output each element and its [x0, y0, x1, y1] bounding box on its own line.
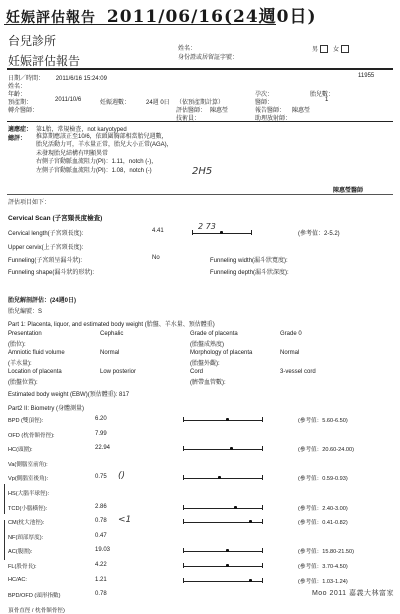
- funneling-width-label: Funneling width(漏斗狀寬度):: [210, 258, 288, 264]
- range-marker: [226, 564, 229, 567]
- funneling-depth-label: Funneling depth(漏斗狀深度):: [210, 270, 289, 276]
- impression-lines: [36, 133, 173, 175]
- indication-label: 適應症：: [8, 127, 33, 133]
- impression-line: 未發現胎兒結構有明顯異常: [36, 150, 109, 157]
- date-label: 日期／時間：: [8, 76, 45, 82]
- cord-label: Cord: [190, 369, 204, 375]
- range-marker: [220, 231, 223, 234]
- cervical-length-value: 4.41: [152, 228, 164, 234]
- biometry-label: HS(大腦半球徑):: [8, 491, 50, 497]
- morph-value: Normal: [280, 350, 300, 356]
- range-tick: [262, 446, 263, 451]
- assist-label: 助理放射師：: [255, 116, 292, 122]
- cord-sub: (臍帶血管數):: [190, 380, 226, 386]
- biometry-hand-mark: (): [118, 471, 126, 482]
- funneling-label: Funneling(子宮頸呈漏斗狀):: [8, 258, 83, 264]
- fetal-items-label: 評估項目如下：: [8, 200, 51, 206]
- biometry-value: 2.86: [95, 503, 107, 510]
- presentation-sub: (胎位):: [8, 342, 26, 348]
- loc-label: Location of placenta: [8, 369, 62, 375]
- range-marker: [234, 506, 237, 509]
- funneling-shape-label: Funneling shape(漏斗狀的形狀):: [8, 270, 95, 276]
- biometry-label: OFD (枕骨額骨徑):: [8, 432, 55, 439]
- biometry-value: 6.20: [95, 416, 107, 422]
- range-tick: [183, 417, 184, 422]
- morph-sub: (胎盤外觀):: [190, 361, 220, 367]
- fetus-number: 胎兒編號：S: [8, 309, 43, 315]
- biometry-reference: (參考值：20.60-24.00): [298, 447, 354, 454]
- biometry-value: 0.47: [95, 532, 107, 539]
- evaluator-label: 評估醫師：: [176, 108, 207, 114]
- fetus-count-label: 胎兒數：: [310, 92, 335, 98]
- afv-sub: (羊水量):: [8, 361, 32, 367]
- name-label: 姓名：: [178, 46, 197, 52]
- range-track: [183, 551, 263, 552]
- info-divider: [7, 121, 393, 122]
- name2-label: 姓名：: [8, 84, 27, 90]
- ga-label: 妊娠週數：: [100, 100, 131, 106]
- funneling-value: No: [152, 255, 160, 261]
- lmp-label: 預產期：: [8, 100, 33, 106]
- presentation-label: Presentation: [8, 331, 42, 337]
- biometry-label: BPD (雙頂徑):: [8, 418, 44, 424]
- indication-text: 第1胎，常規檢查，not karyotyped: [36, 127, 127, 133]
- gender-group: [312, 44, 349, 53]
- biometry-label: Va(側腦室前角):: [8, 461, 48, 468]
- biometry-reference: (參考值：0.41-0.82): [298, 520, 348, 527]
- report-physician-value: 陳惠瑩: [292, 108, 311, 114]
- evaluator-value: 陳惠瑩: [210, 108, 229, 114]
- biometry-value: 19.03: [95, 547, 111, 554]
- biometry-label: NF(頸部厚度):: [8, 534, 44, 541]
- biometry-label: HC(頭圍):: [8, 447, 33, 454]
- banner-title: 妊娠評估報告: [6, 10, 96, 26]
- female-checkbox[interactable]: [341, 45, 349, 53]
- range-tick: [262, 548, 263, 553]
- loc-value: Low posterior: [100, 369, 137, 375]
- biometry-value: 4.22: [95, 562, 107, 568]
- biometry-value: 0.75: [95, 474, 107, 481]
- grade-value: Grade 0: [280, 331, 302, 337]
- range-tick: [183, 519, 184, 524]
- header-rule: [7, 68, 393, 70]
- biometry-reference: (參考值：5.60-6.50): [298, 418, 348, 424]
- biometry-label: HC/AC:: [8, 576, 27, 583]
- physician-signature: 陳惠瑩醫師: [333, 188, 364, 194]
- range-tick: [183, 578, 184, 583]
- impression-line: 胎兒活動力可，羊水量正常，胎兒大小正常(AGA)，: [36, 142, 173, 149]
- watermark: Moo 2011 嘉義大林富家: [311, 590, 394, 597]
- grade-label: Grade of placenta: [190, 331, 238, 337]
- biometry-label: AC(腹圍):: [8, 549, 33, 556]
- biometry-value: 22.94: [95, 445, 111, 452]
- clinic-name: 台兒診所: [8, 34, 57, 48]
- upper-cervix-label: Upper cervix(上子宮頸長度):: [8, 245, 84, 251]
- biometry-value: 1.21: [95, 576, 107, 583]
- range-tick: [183, 505, 184, 510]
- cervical-hand-mark: 2 73: [198, 222, 216, 231]
- biometry-value: 0.78: [95, 591, 107, 598]
- biometry-label: BPD/OFD (頭形指數): [8, 593, 61, 600]
- referral-label: 轉介醫師：: [8, 108, 39, 114]
- range-track: [183, 478, 263, 479]
- range-tick: [251, 230, 252, 235]
- banner-week: (24週0日): [223, 7, 317, 27]
- banner-date: 2011/06/16: [106, 7, 224, 27]
- biometry-label: Vp(側腦室後角):: [8, 476, 49, 483]
- cervical-title: Cervical Scan (子宮頸長度檢查): [8, 215, 103, 222]
- anatomy-title: 胎兒解剖評估：(24週0日): [8, 298, 77, 304]
- range-tick: [262, 519, 263, 524]
- age-label: 年齡：: [8, 92, 27, 98]
- presentation-value: Cephalic: [100, 331, 124, 337]
- cord-value: 3-vessel cord: [280, 369, 316, 375]
- biometry-label: FL(股骨長):: [8, 564, 37, 570]
- biometry-reference: (參考值：3.70-4.50): [298, 564, 348, 570]
- efw-label: Estimated body weight (EBW)(預估體重): 817: [8, 392, 130, 398]
- record-number: 11955: [358, 73, 375, 79]
- morph-label: Morphology of placenta: [190, 350, 253, 356]
- range-marker: [230, 447, 233, 450]
- biometry-label: 頂骨直徑 / 枕骨額骨徑): [8, 607, 65, 614]
- cervical-length-ref: (參考值：2-5.2): [298, 231, 340, 237]
- part2-title: Part2 II: Biometry (身體測量): [8, 406, 85, 412]
- range-track: [183, 449, 263, 450]
- gravida-label: 孕次：: [255, 92, 274, 98]
- biometry-hand-mark: <1: [118, 515, 132, 526]
- range-track: [183, 420, 263, 421]
- report-physician-label: 報告醫師：: [255, 108, 286, 114]
- range-tick: [262, 417, 263, 422]
- section-divider: [7, 194, 393, 195]
- range-tick: [262, 563, 263, 568]
- biometry-value: 7.99: [95, 430, 107, 437]
- range-track: [183, 566, 263, 567]
- ga-method: （依預產期計算）: [176, 100, 225, 106]
- range-tick: [183, 475, 184, 480]
- id-label: 身份證或居留証字號：: [178, 55, 239, 61]
- biometry-reference: (參考值：1.03-1.24): [298, 578, 348, 585]
- impression-line: 左側子宮動脈血流阻力(PI)：1.08，notch (-): [36, 167, 152, 174]
- ga-value: 24週 0日: [146, 100, 170, 106]
- range-tick: [183, 548, 184, 553]
- lmp-value: 2011/10/6: [55, 97, 82, 103]
- impression-line: 推算期應該正至10/6，依頭圍胸部相當胎兒週數，: [36, 134, 168, 140]
- range-marker: [249, 520, 252, 523]
- cervical-length-label: Cervical length(子宮頸長度):: [8, 231, 84, 237]
- biometry-label: TCD(小腦橫徑):: [8, 505, 48, 512]
- physician-label: 醫師：: [255, 100, 274, 106]
- afv-label: Amniotic fluid volume: [8, 350, 65, 356]
- biometry-label: CM(枕大池徑):: [8, 520, 45, 527]
- grade-sub: (胎盤成熟度): [190, 342, 224, 348]
- tech-label: 技術員：: [176, 116, 201, 122]
- range-tick: [183, 563, 184, 568]
- range-tick: [183, 446, 184, 451]
- range-track: [183, 508, 263, 509]
- biometry-reference: (參考值：2.40-3.00): [298, 505, 348, 512]
- banner-underline: [4, 24, 276, 25]
- range-tick: [262, 505, 263, 510]
- part1-title: Part 1: Placenta, liquor, and estimated body weight (胎盤、羊水量、預估體重): [8, 322, 215, 328]
- handwritten-note: 2H5: [192, 166, 213, 177]
- range-tick: [262, 475, 263, 480]
- fetus-count-value: 1: [325, 97, 329, 103]
- loc-sub: (胎盤位置):: [8, 380, 38, 386]
- female-label: 女: [333, 47, 340, 53]
- report-title: 妊娠評估報告: [8, 54, 81, 68]
- impression-label: 總評：: [8, 136, 27, 142]
- male-checkbox[interactable]: [320, 45, 328, 53]
- biometry-value: 0.78: [95, 518, 107, 525]
- biometry-reference: (參考值：0.59-0.93): [298, 476, 348, 483]
- date-value: 2011/6/16 15:24:09: [55, 76, 107, 82]
- male-label: 男: [312, 47, 319, 53]
- impression-line: 右側子宮動脈血流阻力(PI)：1.11，notch (-)，: [36, 159, 158, 166]
- range-tick: [262, 578, 263, 583]
- handwritten-bracket: [4, 520, 5, 560]
- handwritten-bracket: [4, 484, 5, 514]
- afv-value: Normal: [100, 350, 120, 356]
- range-marker: [226, 418, 229, 421]
- range-marker: [249, 579, 252, 582]
- range-tick: [192, 230, 193, 235]
- biometry-reference: (參考值：15.80-21.50): [298, 549, 354, 556]
